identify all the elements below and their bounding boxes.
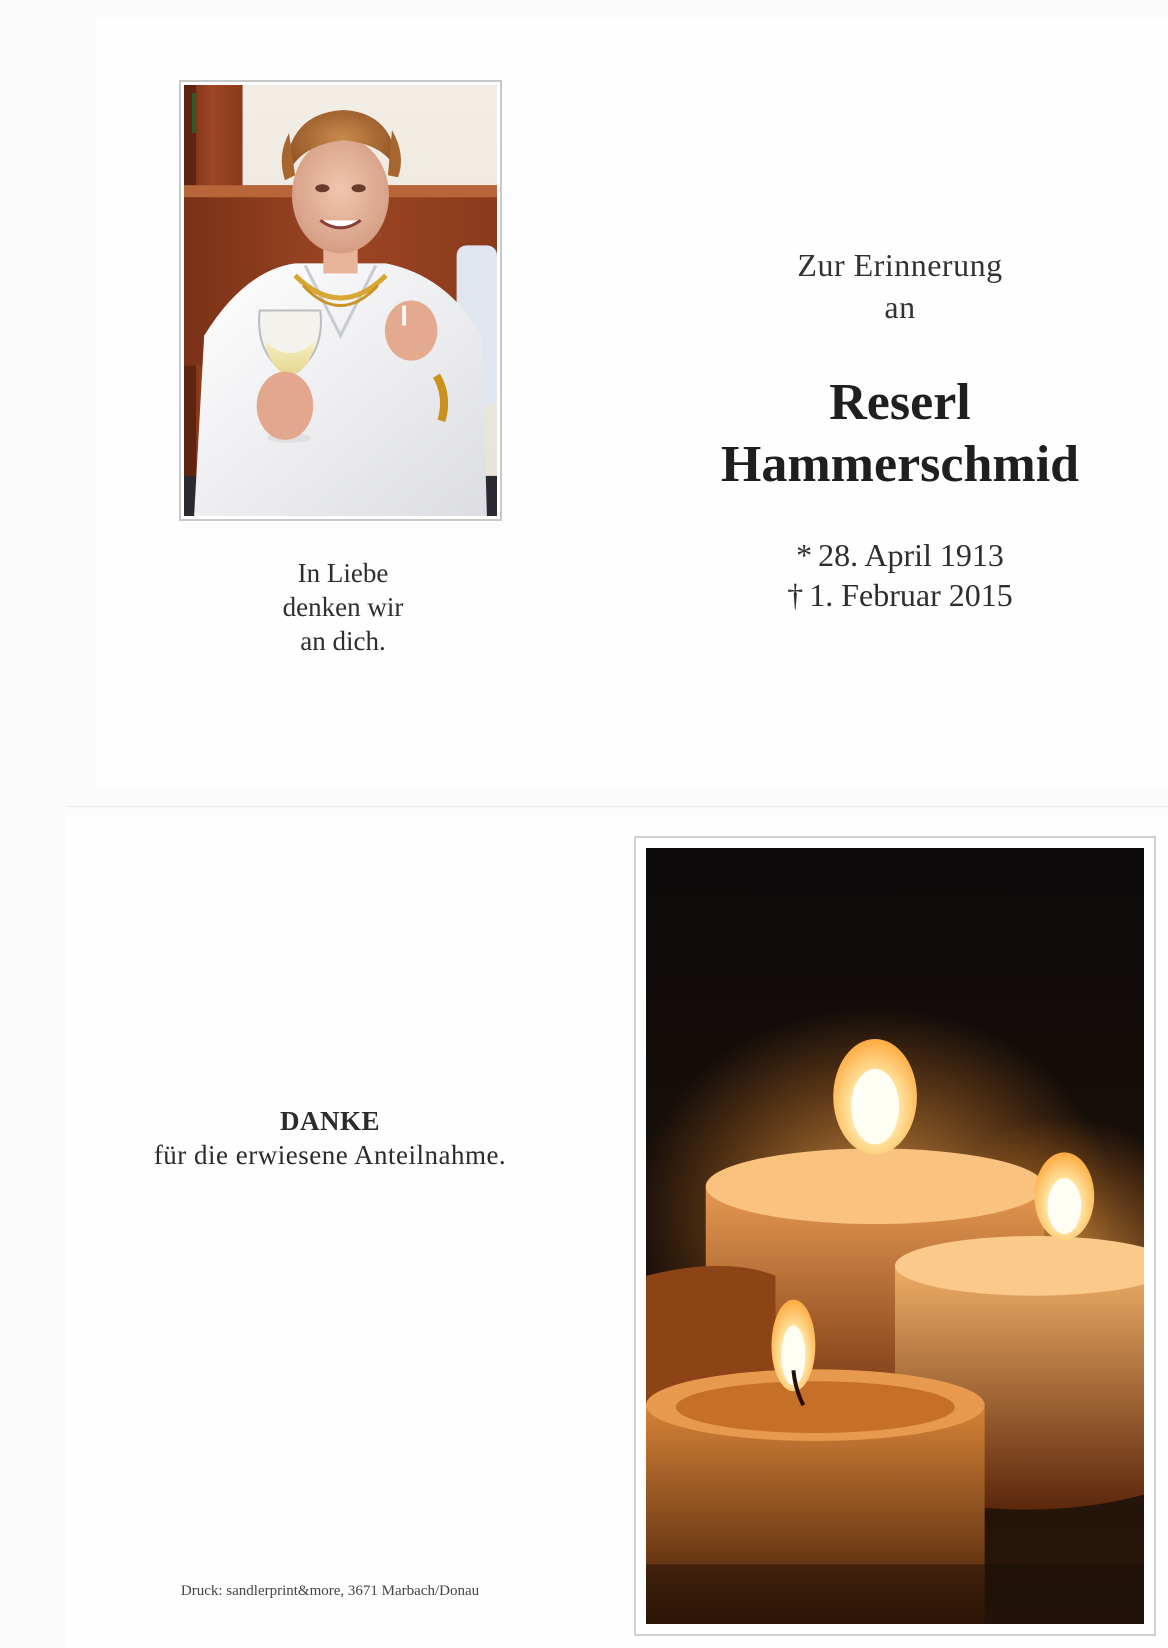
fold-divider [66,806,1168,807]
candles-photo [634,836,1156,1636]
love-line-2: denken wir [282,592,404,622]
memorial-intro [740,244,1060,328]
candles-image [646,848,1144,1624]
last-name: Hammerschmid [720,436,1080,493]
deceased-name [690,372,1110,496]
first-name: Reserl [829,374,971,431]
portrait-image [184,85,497,516]
birth-date-line [740,535,1060,575]
cross-icon: † [787,577,804,613]
portrait-photo [179,80,502,521]
birth-star-icon: * [796,537,813,573]
love-line-3: an dich. [300,626,386,656]
love-message [200,556,486,658]
intro-line-2: an [884,289,916,325]
thanks-title: DANKE [279,1106,380,1136]
printer-note: Druck: sandlerprint&more, 3671 Marbach/Donau [180,1583,480,1599]
life-dates [740,535,1060,615]
intro-line-1: Zur Erinnerung [797,247,1003,283]
death-date-line [740,575,1060,615]
birth-date: 28. April 1913 [818,537,1004,573]
love-line-1: In Liebe [297,558,389,588]
death-date: 1. Februar 2015 [809,577,1013,613]
thanks-message [120,1104,540,1172]
thanks-text: für die erwiesene Anteilnahme. [153,1140,507,1170]
